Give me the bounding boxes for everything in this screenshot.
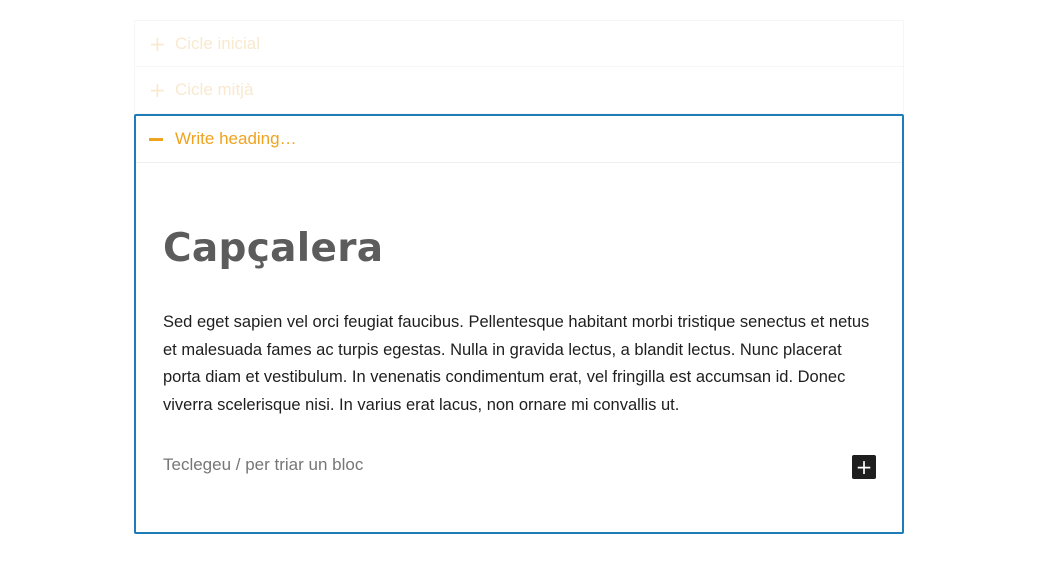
accordion-heading-input[interactable]: Write heading… [175,129,297,148]
plus-icon[interactable]: + [149,31,166,56]
accordion-item-cicle-inicial[interactable] [134,20,904,67]
heading-block[interactable]: Capçalera [163,226,384,271]
accordion-item-title[interactable]: Cicle mitjà [175,80,254,99]
plus-icon[interactable]: + [149,78,166,102]
paragraph-block[interactable]: Sed eget sapien vel orci feugiat faucibus. Pellentesque habitant morbi tristique senectus et netus et malesuada fames ac turpis egestas. Nulla in gravida lectus, a blandit lectus. Nunc placerat porta diam et vestibulum. In venenatis condimentum erat, vel fringilla est accumsan id. Donec viverra scelerisque nisi. In varius erat lacus, non ornare mi convallis ut. [163,313,870,414]
accordion [134,20,904,534]
accordion-item-active[interactable] [134,114,904,534]
block-appender[interactable] [163,451,875,479]
accordion-item-content [136,163,902,513]
accordion-item-title[interactable]: Cicle inicial [175,33,261,53]
add-block-button[interactable]: + [852,455,876,479]
minus-icon[interactable] [149,138,163,141]
accordion-item-cicle-mitja[interactable] [134,67,904,114]
block-placeholder[interactable]: Teclegeu / per triar un bloc [163,455,364,474]
accordion-item-header[interactable] [136,116,902,163]
